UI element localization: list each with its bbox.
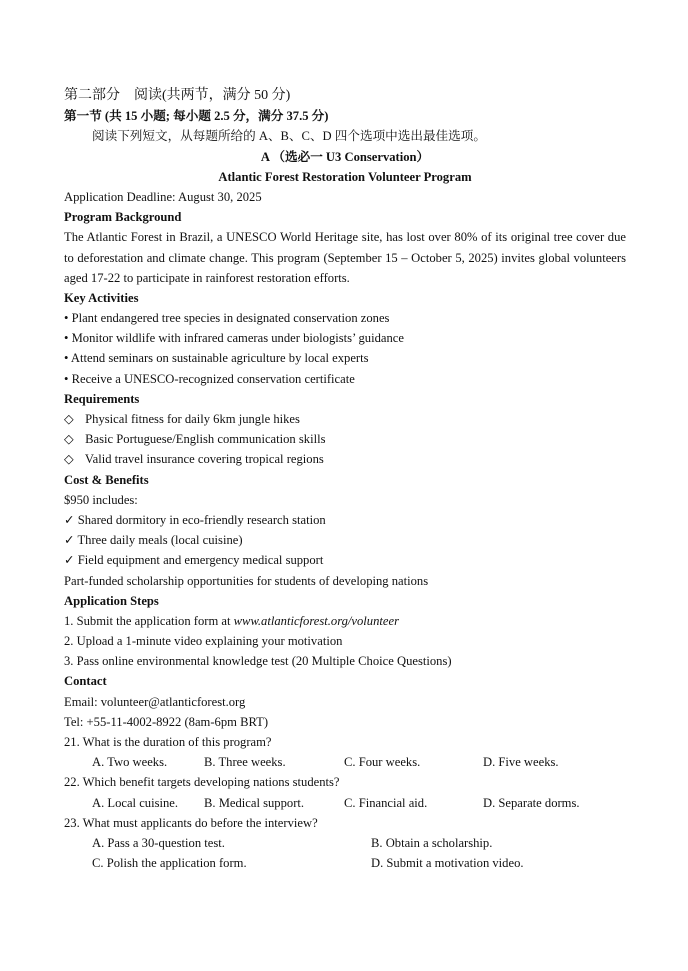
contact-heading: Contact bbox=[64, 674, 107, 689]
step-1: 1. Submit the application form at www.atlanticforest.org/volunteer bbox=[64, 613, 399, 628]
benefit-item: ✓ Field equipment and emergency medical support bbox=[64, 553, 324, 568]
question-options bbox=[64, 752, 626, 772]
background-text: The Atlantic Forest in Brazil, a UNESCO World Heritage site, has lost over 80% of its original tree cover due to deforestation and climate change. This program (September 15 – October 5, 2025) invites global volunteers aged 17-22 to participate in rainforest restoration efforts. bbox=[64, 230, 626, 285]
question-stem: 22. Which benefit targets developing nations students? bbox=[64, 775, 340, 790]
diamond-icon: ◇ bbox=[64, 412, 74, 427]
bullet-icon: • bbox=[64, 311, 69, 326]
instruction: 阅读下列短文，从每题所给的 A、B、C、D 四个选项中选出最佳选项。 bbox=[92, 129, 486, 144]
check-icon: ✓ bbox=[64, 553, 75, 568]
cost-heading: Cost & Benefits bbox=[64, 472, 149, 487]
requirement-item: ◇ Valid travel insurance covering tropical regions bbox=[64, 449, 626, 469]
option-a: A. Two weeks. bbox=[92, 755, 168, 770]
option-d: D. Five weeks. bbox=[483, 755, 559, 770]
contact-tel: Tel: +55-11-4002-8922 (8am-6pm BRT) bbox=[64, 714, 269, 729]
option-d: D. Submit a motivation video. bbox=[371, 856, 524, 871]
steps-heading: Application Steps bbox=[64, 593, 159, 608]
activity-item: • Attend seminars on sustainable agriculture by local experts bbox=[64, 351, 369, 366]
option-b: B. Obtain a scholarship. bbox=[371, 835, 493, 850]
requirements-heading: Requirements bbox=[64, 391, 140, 406]
activity-item: • Plant endangered tree species in designated conservation zones bbox=[64, 311, 390, 326]
part-heading: 第二部分 阅读(共两节，满分 50 分) bbox=[64, 88, 291, 103]
option-c: C. Financial aid. bbox=[344, 795, 428, 810]
requirement-item: ◇ Basic Portuguese/English communication skills bbox=[64, 429, 626, 449]
question-options bbox=[64, 833, 626, 853]
diamond-icon: ◇ bbox=[64, 432, 74, 447]
option-a: A. Pass a 30-question test. bbox=[92, 835, 225, 850]
requirement-item: ◇ Physical fitness for daily 6km jungle hikes bbox=[64, 409, 626, 429]
contact-email: Email: volunteer@atlanticforest.org bbox=[64, 694, 246, 709]
step-3: 3. Pass online environmental knowledge test (20 Multiple Choice Questions) bbox=[64, 654, 452, 669]
benefit-item: ✓ Shared dormitory in eco-friendly research station bbox=[64, 512, 326, 527]
check-icon: ✓ bbox=[64, 533, 75, 548]
question-options bbox=[64, 793, 626, 813]
background-heading: Program Background bbox=[64, 210, 182, 225]
application-deadline: Application Deadline: August 30, 2025 bbox=[64, 189, 262, 204]
activity-item: • Monitor wildlife with infrared cameras under biologists’ guidance bbox=[64, 331, 404, 346]
scholarship-note: Part-funded scholarship opportunities for students of developing nations bbox=[64, 573, 429, 588]
passage-label: A （选必一 U3 Conservation） bbox=[260, 149, 430, 164]
option-c: C. Polish the application form. bbox=[92, 856, 247, 871]
exam-page bbox=[64, 86, 626, 873]
section-heading: 第一节 (共 15 小题; 每小题 2.5 分，满分 37.5 分) bbox=[64, 109, 329, 124]
benefit-item: ✓ Three daily meals (local cuisine) bbox=[64, 533, 243, 548]
activities-heading: Key Activities bbox=[64, 290, 139, 305]
option-b: B. Three weeks. bbox=[204, 755, 286, 770]
step-2: 2. Upload a 1-minute video explaining your motivation bbox=[64, 634, 343, 649]
question-options bbox=[64, 853, 626, 873]
bullet-icon: • bbox=[64, 351, 69, 366]
diamond-icon: ◇ bbox=[64, 452, 74, 467]
passage-title: Atlantic Forest Restoration Volunteer Program bbox=[218, 169, 472, 184]
option-b: B. Medical support. bbox=[204, 795, 305, 810]
bullet-icon: • bbox=[64, 371, 69, 386]
check-icon: ✓ bbox=[64, 512, 75, 527]
question-stem: 21. What is the duration of this program? bbox=[64, 735, 272, 750]
activity-item: • Receive a UNESCO-recognized conservation certificate bbox=[64, 371, 355, 386]
cost-includes: $950 includes: bbox=[64, 492, 138, 507]
bullet-icon: • bbox=[64, 331, 69, 346]
application-url: www.atlanticforest.org/volunteer bbox=[233, 613, 399, 628]
question-stem: 23. What must applicants do before the interview? bbox=[64, 815, 318, 830]
option-a: A. Local cuisine. bbox=[92, 795, 179, 810]
option-c: C. Four weeks. bbox=[344, 755, 421, 770]
option-d: D. Separate dorms. bbox=[483, 795, 580, 810]
